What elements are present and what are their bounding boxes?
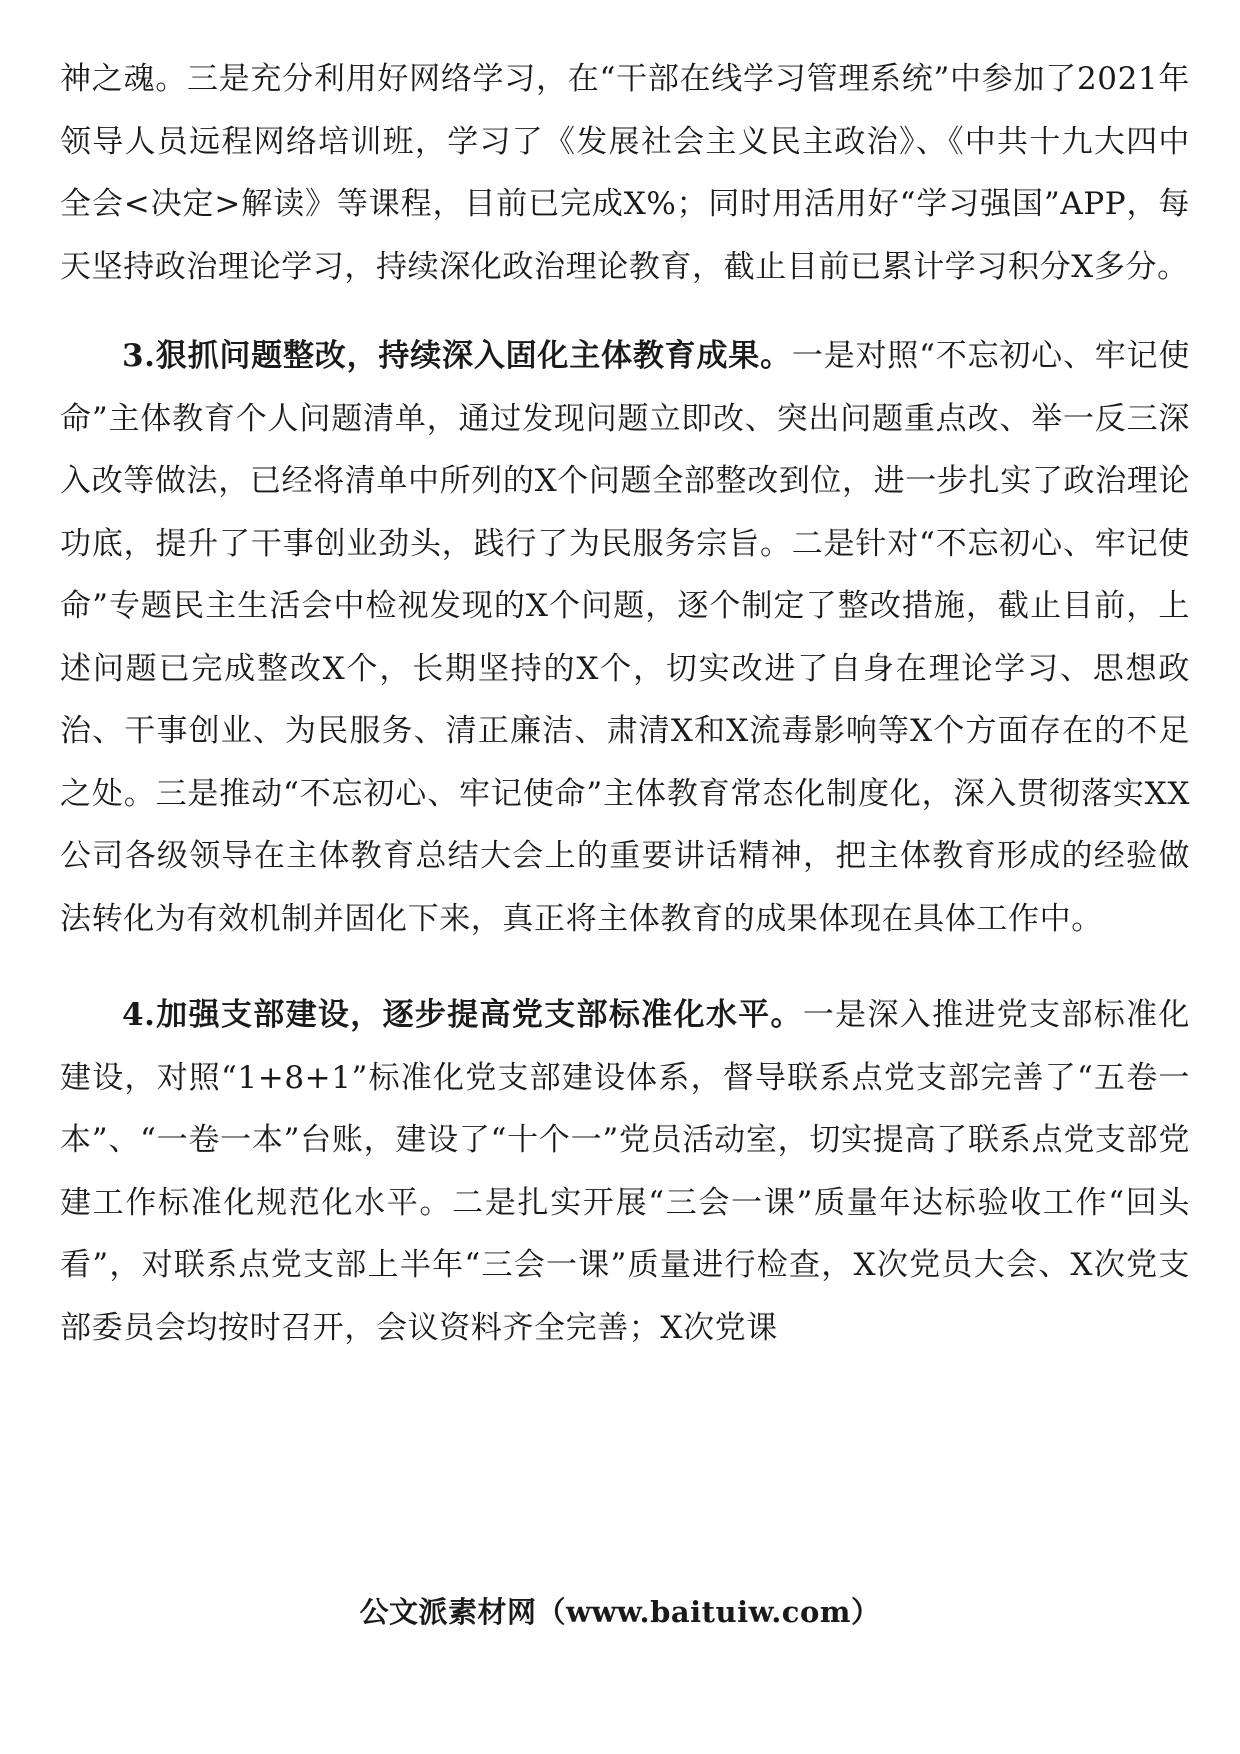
section-body-3: 一是对照“不忘初心、牢记使命”主体教育个人问题清单，通过发现问题立即改、突出问题重点改、举一反三深入改等做法，已经将清单中所列的X个问题全部整改到位，进一步扎实了政治理论功底，提升了干事创业劲头，践行了为民服务宗旨。二是针对“不忘初心、牢记使命”专题民主生活会中检视发现的X个问题，逐个制定了整改措施，截止目前，上述问题已完成整改X个，长期坚持的X个，切实改进了自身在理论学习、思想政治、干事创业、为民服务、清正廉洁、肃清X和X流毒影响等X个方面存在的不足之处。三是推动“不忘初心、牢记使命”主体教育常态化制度化，深入贯彻落实XX公司各级领导在主体教育总结大会上的重要讲话精神，把主体教育形成的经验做法转化为有效机制并固化下来，真正将主体教育的成果体现在具体工作中。 <box>60 338 1191 937</box>
paragraph-gap <box>60 950 1190 984</box>
paragraph-gap <box>60 298 1190 325</box>
paragraph-rectification <box>60 325 1190 950</box>
section-body-4: 一是深入推进党支部标准化建设，对照“1+8+1”标准化党支部建设体系，督导联系点党支部完善了“五卷一本”、“一卷一本”台账，建设了“十个一”党员活动室，切实提高了联系点党支部党建工作标准化规范化水平。二是扎实开展“三会一课”质量年达标验收工作“回头看”，对联系点党支部上半年“三会一课”质量进行检查，X次党员大会、X次党支部委员会均按时召开，会议资料齐全完善；X次党课 <box>60 997 1190 1346</box>
footer-watermark-text: 公文派素材网（www.baituiw.com） <box>359 1595 881 1629</box>
paragraph-branch-building <box>60 984 1190 1359</box>
paragraph-continuation: 神之魂。三是充分利用好网络学习，在“干部在线学习管理系统”中参加了2021年领导人员远程网络培训班，学习了《发展社会主义民主政治》、《中共十九大四中全会<决定>解读》等课程，目前已完成X%；同时用活用好“学习强国”APP，每天坚持政治理论学习，持续深化政治理论教育，截止目前已累计学习积分X多分。 <box>60 61 1190 285</box>
document-body <box>60 48 1190 1359</box>
section-heading-3: 3.狠抓问题整改，持续深入固化主体教育成果。 <box>122 338 792 374</box>
section-heading-4: 4.加强支部建设，逐步提高党支部标准化水平。 <box>122 997 803 1033</box>
